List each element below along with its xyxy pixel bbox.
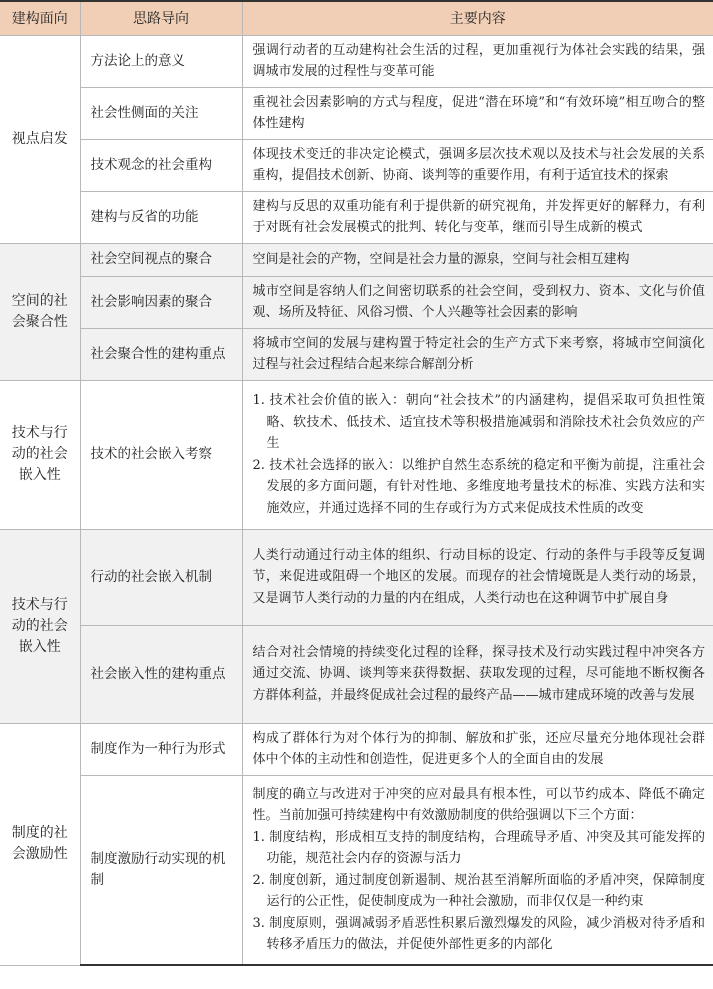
- aspect-cell: [0, 35, 80, 243]
- direction-cell: 技术观念的社会重构: [80, 139, 242, 191]
- content-cell: 建构与反思的双重功能有利于提供新的研究视角，并发挥更好的解释力，有利于对既有社会发展模式的批判、转化与变革，继而引导生成新的模式: [242, 191, 713, 243]
- content-cell: 强调行动者的互动建构社会生活的过程，更加重视行为体社会实践的结果，强调城市发展的过程性与变革可能: [242, 35, 713, 87]
- content-cell: 构成了群体行为对个体行为的抑制、解放和扩张，还应尽量充分地体现社会群体中个体的主动性和创造性，促进更多个人的全面自由的发展: [242, 723, 713, 775]
- table-row: [0, 529, 713, 625]
- content-cell: 将城市空间的发展与建构置于特定社会的生产方式下来考察，将城市空间演化过程与社会过程结合起来综合解剖分析: [242, 328, 713, 380]
- direction-cell: 制度作为一种行为形式: [80, 723, 242, 775]
- direction-cell: 方法论上的意义: [80, 35, 242, 87]
- table-row: [0, 775, 713, 965]
- table-body: [0, 35, 713, 965]
- table-row: [0, 87, 713, 139]
- header-aspect: 建构面向: [0, 1, 80, 35]
- direction-cell: 技术的社会嵌入考察: [80, 380, 242, 529]
- header-content: 主要内容: [242, 1, 713, 35]
- table-row: [0, 625, 713, 723]
- aspect-label: 视点启发: [11, 130, 68, 147]
- aspect-label: 制度的社会激励性: [11, 825, 68, 862]
- table-row: [0, 276, 713, 328]
- table-row: [0, 723, 713, 775]
- direction-cell: 社会影响因素的聚合: [80, 276, 242, 328]
- table-row: [0, 380, 713, 529]
- content-cell: [242, 775, 713, 965]
- content-list-item: 1. 制度结构，形成相互支持的制度结构，合理疏导矛盾、冲突及其可能发挥的功能，规范社会内存的资源与活力: [252, 829, 705, 867]
- content-cell: 体现技术变迁的非决定论模式，强调多层次技术观以及技术与社会发展的关系重构，提倡技术创新、协商、谈判等的重要作用，有利于适宜技术的探索: [242, 139, 713, 191]
- content-list-item: 3. 制度原则，强调减弱矛盾恶性积累后激烈爆发的风险，减少消极对待矛盾和转移矛盾压力的做法，并促使外部性更多的内部化: [252, 915, 705, 953]
- direction-cell: 社会性侧面的关注: [80, 87, 242, 139]
- content-cell: 人类行动通过行动主体的组织、行动目标的设定、行动的条件与手段等反复调节，来促进或阻碍一个地区的发展。而现存的社会情境既是人类行动的场景，又是调节人类行动的力量的内在组成，人类行动也在这种调节中扩展自身: [242, 529, 713, 625]
- content-list-item: 1. 技术社会价值的嵌入：朝向“社会技术”的内涵建构，提倡采取可负担性策略、软技术、低技术、适宜技术等积极措施减弱和消除技术社会负效应的产生: [252, 393, 705, 451]
- table-row: [0, 328, 713, 380]
- aspect-cell: [0, 529, 80, 723]
- content-intro: 制度的确立与改进对于冲突的应对最具有根本性，可以节约成本、降低不确定性。当前加强可持续建构中有效激励制度的供给强调以下三个方面：: [252, 786, 705, 824]
- table-row: [0, 139, 713, 191]
- table-row: [0, 243, 713, 276]
- aspect-cell: [0, 380, 80, 529]
- header-row: [0, 1, 713, 35]
- table-row: [0, 35, 713, 87]
- content-cell: 重视社会因素影响的方式与程度，促进“潜在环境”和“有效环境”相互吻合的整体性建构: [242, 87, 713, 139]
- header-direction: 思路导向: [80, 1, 242, 35]
- direction-cell: 社会嵌入性的建构重点: [80, 625, 242, 723]
- table-row: [0, 191, 713, 243]
- content-cell: 空间是社会的产物，空间是社会力量的源泉，空间与社会相互建构: [242, 243, 713, 276]
- content-cell: 结合对社会情境的持续变化过程的诠释，探寻技术及行动实践过程中冲突各方通过交流、协调、谈判等来获得数据、获取发现的过程，尽可能地不断权衡各方群体利益，并最终促成社会过程的最终产品——城市建成环境的改善与发展: [242, 625, 713, 723]
- direction-cell: 制度激励行动实现的机制: [80, 775, 242, 965]
- direction-cell: 行动的社会嵌入机制: [80, 529, 242, 625]
- aspect-cell: [0, 723, 80, 965]
- content-list-item: 2. 制度创新，通过制度创新遏制、规治甚至消解所面临的矛盾冲突，保障制度运行的公正性，促使制度成为一种社会激励，而非仅仅是一种约束: [252, 872, 705, 910]
- content-cell: 城市空间是容纳人们之间密切联系的社会空间，受到权力、资本、文化与价值观、场所及特征、风俗习惯、个人兴趣等社会因素的影响: [242, 276, 713, 328]
- aspect-cell: [0, 243, 80, 380]
- content-list-item: 2. 技术社会选择的嵌入：以维护自然生态系统的稳定和平衡为前提，注重社会发展的多方面问题，有针对性地、多维度地考量技术的标准、实践方法和实施效应，并通过选择不同的生存或行为方式来促成技术性质的改变: [252, 457, 705, 516]
- direction-cell: 社会聚合性的建构重点: [80, 328, 242, 380]
- direction-cell: 社会空间视点的聚合: [80, 243, 242, 276]
- aspect-label: 空间的社会聚合性: [11, 292, 68, 330]
- aspect-label: 技术与行动的社会嵌入性: [11, 425, 68, 483]
- content-cell: [242, 380, 713, 529]
- aspect-label: 技术与行动的社会嵌入性: [11, 596, 68, 655]
- direction-cell: 建构与反省的功能: [80, 191, 242, 243]
